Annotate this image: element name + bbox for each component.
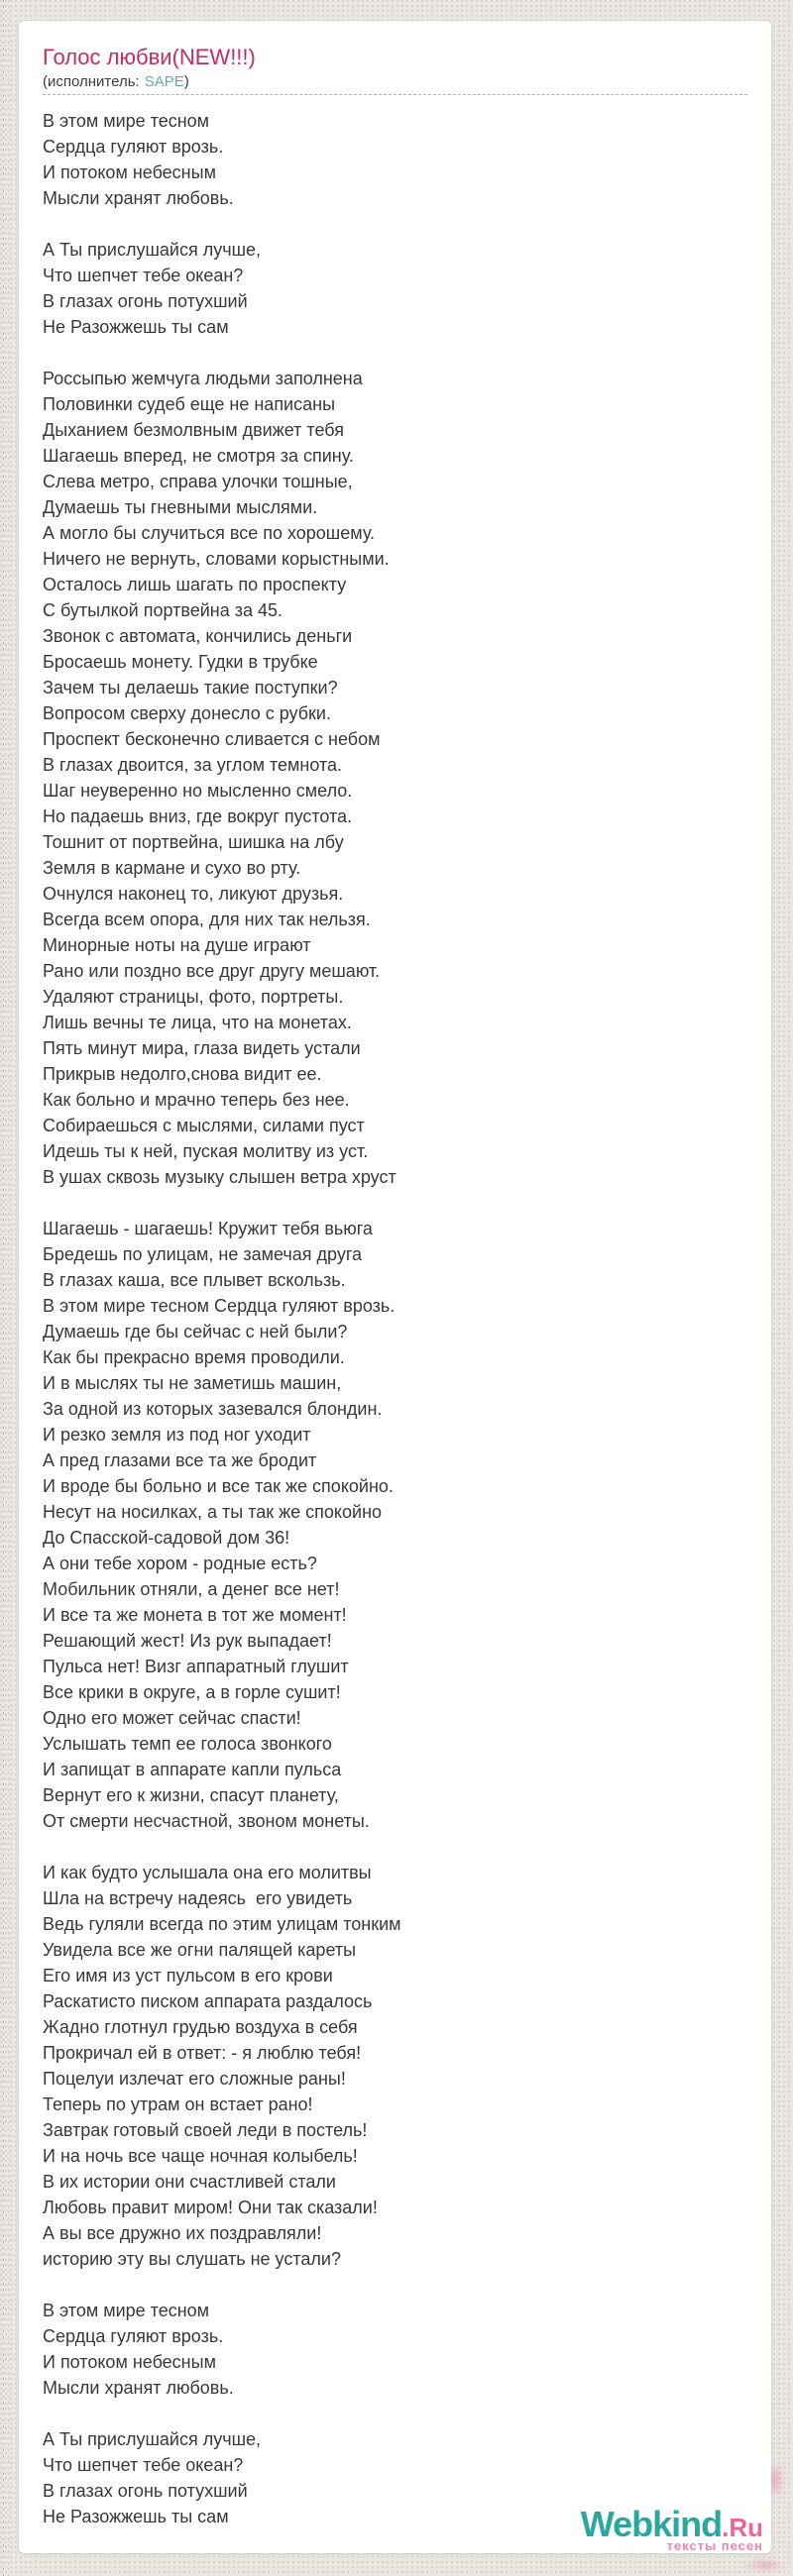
lyric-line: Решающий жест! Из рук выпадает! <box>43 1631 332 1651</box>
lyric-line: И все та же монета в тот же момент! <box>43 1605 347 1625</box>
background-stitch-left-2 <box>8 0 9 2576</box>
lyric-line: Пульса нет! Визг аппаратный глушит <box>43 1657 349 1676</box>
lyric-line: Рано или поздно все друг другу мешают. <box>43 961 381 981</box>
lyric-line <box>43 1190 747 1216</box>
lyric-line: Любовь правит миром! Они так сказали! <box>43 2198 378 2217</box>
lyric-line: Что шепчет тебе океан? <box>43 2455 244 2475</box>
lyric-line: Тошнит от портвейна, шишка на лбу <box>43 832 344 852</box>
lyric-line: Очнулся наконец то, ликуют друзья. <box>43 884 344 904</box>
artist-line <box>43 73 747 95</box>
lyric-line <box>43 2272 747 2298</box>
lyric-line: И вроде бы больно и все так же спокойно. <box>43 1476 394 1496</box>
lyric-line: В глазах огонь потухший <box>43 291 248 311</box>
lyric-line: Завтрак готовый своей леди в постель! <box>43 2120 368 2140</box>
lyric-line: Прокричал ей в ответ: - я люблю тебя! <box>43 2043 362 2063</box>
lyric-line: Бросаешь монету. Гудки в трубке <box>43 652 318 672</box>
lyric-line: И на ночь все чаще ночная колыбель! <box>43 2146 358 2166</box>
lyric-line: И потоком небесным <box>43 2352 216 2372</box>
lyric-line: В этом мире тесном Сердца гуляют врозь. <box>43 1296 396 1316</box>
lyric-line: Шагаешь вперед, не смотря за спину. <box>43 446 354 466</box>
lyric-line: С бутылкой портвейна за 45. <box>43 600 283 620</box>
lyric-line: Шагаешь - шагаешь! Кружит тебя вьюга <box>43 1219 373 1238</box>
song-title: Голос любви(NEW!!!) <box>43 45 256 69</box>
lyric-line: Слева метро, справа улочки тошные, <box>43 472 353 491</box>
lyric-line: Мысли хранят любовь. <box>43 2378 234 2398</box>
lyric-line: А вы все дружно их поздравляли! <box>43 2223 322 2243</box>
lyric-line: Вернут его к жизни, спасут планету, <box>43 1785 339 1805</box>
artist-label-close: ) <box>183 73 189 90</box>
lyric-line: Зачем ты делаешь такие поступки? <box>43 678 338 698</box>
lyric-line: Думаешь где бы сейчас с ней были? <box>43 1322 348 1342</box>
lyric-line: Осталось лишь шагать по проспекту <box>43 575 347 594</box>
lyric-line: Как больно и мрачно теперь без нее. <box>43 1090 350 1110</box>
lyric-line <box>43 1834 747 1860</box>
webkind-logo-text <box>580 2504 763 2544</box>
lyric-line: От смерти несчастной, звоном монеты. <box>43 1811 370 1831</box>
lyric-line: А пред глазами все та же бродит <box>43 1450 317 1470</box>
lyric-line: В глазах каша, все плывет вскользь. <box>43 1270 346 1290</box>
lyric-line: Половинки судеб еще не написаны <box>43 394 336 414</box>
lyric-line: Проспект бесконечно сливается с небом <box>43 729 381 749</box>
webkind-logo-link[interactable] <box>580 2504 763 2553</box>
lyric-line: Его имя из уст пульсом в его крови <box>43 1966 333 1986</box>
lyric-line: Теперь по утрам он встает рано! <box>43 2094 313 2114</box>
lyric-line: И резко земля из под ног уходит <box>43 1425 311 1445</box>
logo-tagline: тексты песен <box>666 2538 763 2553</box>
background-pink-smudge <box>745 2558 785 2572</box>
lyric-line: Все крики в округе, а в горле сушит! <box>43 1682 341 1702</box>
lyric-line: Увидела все же огни палящей кареты <box>43 1940 357 1960</box>
lyric-line: Думаешь ты гневными мыслями. <box>43 497 318 517</box>
logo-domain: .Ru <box>722 2513 763 2542</box>
lyric-line: Раскатисто писком аппарата раздалось <box>43 1991 373 2011</box>
lyric-line: Вопросом сверху донесло с рубки. <box>43 703 331 723</box>
background-stitch-left <box>3 0 4 2576</box>
lyric-line: Мысли хранят любовь. <box>43 188 234 208</box>
lyric-line: А Ты прислушайся лучше, <box>43 240 262 260</box>
lyric-line: Поцелуи излечат его сложные раны! <box>43 2069 346 2089</box>
lyric-line: В этом мире тесном <box>43 2301 210 2320</box>
lyric-line: Мобильник отняли, а денег все нет! <box>43 1579 340 1599</box>
lyric-line: И как будто услышала она его молитвы <box>43 1863 372 1882</box>
lyric-line: До Спасской-садовой дом 36! <box>43 1528 290 1548</box>
lyric-line: Лишь вечны те лица, что на монетах. <box>43 1013 352 1032</box>
lyric-line <box>43 211 747 237</box>
lyric-line: Шаг неуверенно но мысленно смело. <box>43 781 353 801</box>
lyric-line: Прикрыв недолго,снова видит ее. <box>43 1064 322 1084</box>
lyric-line: Бредешь по улицам, не замечая друга <box>43 1244 363 1264</box>
lyric-line: Ведь гуляли всегда по этим улицам тонким <box>43 1914 401 1934</box>
lyric-line: Жадно глотнул грудью воздуха в себя <box>43 2017 358 2037</box>
lyric-line: Сердца гуляют врозь. <box>43 2326 224 2346</box>
lyric-line <box>43 340 747 366</box>
lyric-line: Не Разожжешь ты сам <box>43 317 229 337</box>
lyric-line: Пять минут мира, глаза видеть устали <box>43 1038 361 1058</box>
lyric-line: Россыпью жемчуга людьми заполнена <box>43 369 363 388</box>
lyric-line: И потоком небесным <box>43 162 216 182</box>
lyric-line: Ничего не вернуть, словами корыстными. <box>43 549 390 569</box>
lyric-line: Услышать темп ее голоса звонкого <box>43 1734 332 1754</box>
lyric-line: Удаляют страницы, фото, портреты. <box>43 987 344 1007</box>
lyric-line: В их истории они счастливей стали <box>43 2172 336 2192</box>
lyric-line: За одной из которых зазевался блондин. <box>43 1399 383 1419</box>
lyric-line: А они тебе хором - родные есть? <box>43 1554 317 1573</box>
lyric-line: А Ты прислушайся лучше, <box>43 2429 262 2449</box>
lyric-line: В глазах двоится, за углом темнота. <box>43 755 343 775</box>
lyric-line: Одно его может сейчас спасти! <box>43 1708 301 1728</box>
lyric-line: Как бы прекрасно время проводили. <box>43 1347 345 1367</box>
lyric-line: Земля в кармане и сухо во рту. <box>43 858 301 878</box>
lyric-line: Несут на носилках, а ты так же спокойно <box>43 1502 383 1522</box>
lyrics-card <box>19 21 771 2553</box>
lyric-line: Идешь ты к ней, пуская молитву из уст. <box>43 1141 369 1161</box>
lyric-line: Собираешься с мыслями, силами пуст <box>43 1116 365 1135</box>
lyric-line: Что шепчет тебе океан? <box>43 266 244 285</box>
artist-label: (исполнитель: <box>43 73 140 90</box>
lyric-line: историю эту вы слушать не устали? <box>43 2249 341 2269</box>
lyric-line: А могло бы случиться все по хорошему. <box>43 523 376 543</box>
logo-brand: Webkind <box>580 2504 723 2544</box>
lyric-line: Звонок с автомата, кончились деньги <box>43 626 353 646</box>
lyric-line: Минорные ноты на душе играют <box>43 935 311 955</box>
lyric-line: В этом мире тесном <box>43 111 210 131</box>
lyric-line: Дыханием безмолвным движет тебя <box>43 420 344 440</box>
lyric-line: Не Разожжешь ты сам <box>43 2507 229 2526</box>
lyric-line: В ушах сквозь музыку слышен ветра хруст <box>43 1167 396 1187</box>
artist-link[interactable]: SAPE <box>144 73 184 90</box>
lyric-line: Но падаешь вниз, где вокруг пустота. <box>43 806 353 826</box>
lyric-line: Всегда всем опора, для них так нельзя. <box>43 910 371 929</box>
lyric-line: Шла на встречу надеясь его увидеть <box>43 1888 353 1908</box>
lyric-line: В глазах огонь потухший <box>43 2481 248 2501</box>
lyric-line: Сердца гуляют врозь. <box>43 137 224 157</box>
lyric-line: И в мыслях ты не заметишь машин, <box>43 1373 342 1393</box>
lyrics <box>43 108 747 2529</box>
lyric-line <box>43 2401 747 2426</box>
lyric-line: И запищат в аппарате капли пульса <box>43 1760 342 1779</box>
